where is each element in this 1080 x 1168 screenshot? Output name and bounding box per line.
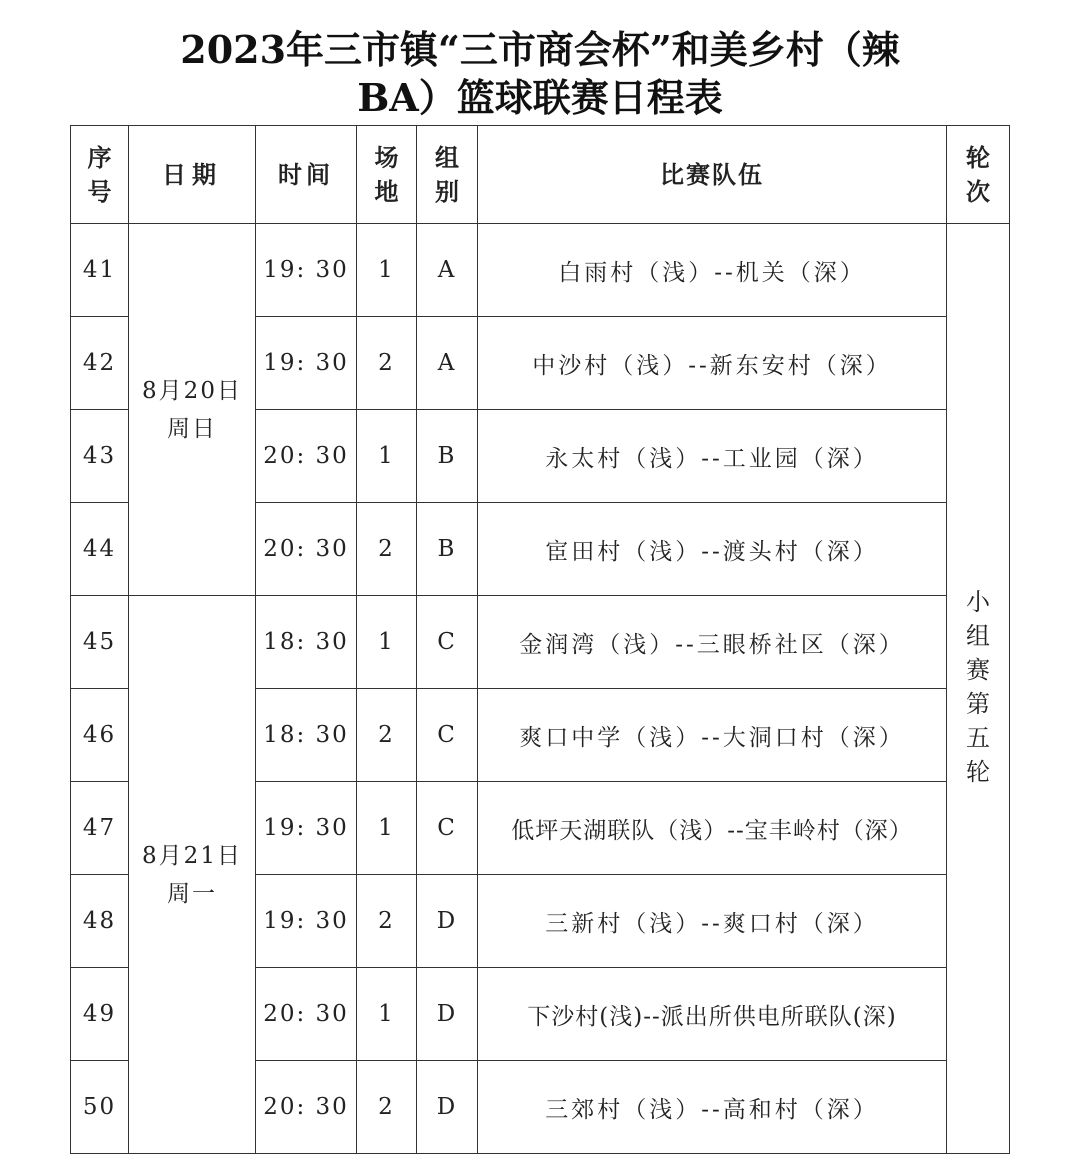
header-time: 时间: [256, 126, 357, 224]
time-cell: 20: 30: [256, 503, 357, 596]
group-cell: C: [417, 689, 478, 782]
seq-cell: 45: [71, 596, 129, 689]
schedule-table: [70, 125, 1010, 1154]
venue-cell: 2: [357, 317, 417, 410]
page-title-line-2: BA）篮球联赛日程表: [357, 75, 723, 120]
teams-cell: 金润湾（浅）--三眼桥社区（深）: [478, 596, 947, 689]
group-cell: A: [417, 224, 478, 317]
seq-cell: 49: [71, 968, 129, 1061]
table-header-row: [71, 126, 1010, 224]
header-seq: 序号: [71, 126, 129, 224]
venue-cell: 1: [357, 782, 417, 875]
weekday-label: 周日: [167, 415, 217, 442]
time-cell: 19: 30: [256, 224, 357, 317]
teams-cell: 爽口中学（浅）--大洞口村（深）: [478, 689, 947, 782]
date-cell-0820: [129, 224, 256, 596]
venue-cell: 2: [357, 503, 417, 596]
weekday-label: 周一: [167, 880, 217, 907]
seq-cell: 43: [71, 410, 129, 503]
seq-cell: 50: [71, 1061, 129, 1154]
time-cell: 20: 30: [256, 410, 357, 503]
date-cell-0821: [129, 596, 256, 1154]
group-cell: B: [417, 503, 478, 596]
time-cell: 19: 30: [256, 782, 357, 875]
date-label: 8月20日: [142, 377, 242, 404]
round-cell: 小组赛第五轮: [947, 224, 1010, 1154]
page-title-line-1: 2023年三市镇“三市商会杯”和美乡村（辣: [180, 27, 900, 72]
seq-cell: 48: [71, 875, 129, 968]
time-cell: 18: 30: [256, 596, 357, 689]
header-venue: 场地: [357, 126, 417, 224]
teams-cell: 低坪天湖联队（浅）--宝丰岭村（深）: [478, 782, 947, 875]
teams-cell: 三郊村（浅）--高和村（深）: [478, 1061, 947, 1154]
group-cell: D: [417, 875, 478, 968]
date-label: 8月21日: [142, 842, 242, 869]
venue-cell: 1: [357, 596, 417, 689]
teams-cell: 宦田村（浅）--渡头村（深）: [478, 503, 947, 596]
time-cell: 19: 30: [256, 875, 357, 968]
venue-cell: 1: [357, 224, 417, 317]
seq-cell: 41: [71, 224, 129, 317]
teams-cell: 三新村（浅）--爽口村（深）: [478, 875, 947, 968]
header-date: 日期: [129, 126, 256, 224]
time-cell: 20: 30: [256, 968, 357, 1061]
table-row: [71, 224, 1010, 317]
time-cell: 18: 30: [256, 689, 357, 782]
group-cell: C: [417, 782, 478, 875]
seq-cell: 47: [71, 782, 129, 875]
group-cell: B: [417, 410, 478, 503]
seq-cell: 42: [71, 317, 129, 410]
teams-cell: 下沙村(浅)--派出所供电所联队(深): [478, 968, 947, 1061]
group-cell: D: [417, 968, 478, 1061]
table-row: [71, 596, 1010, 689]
venue-cell: 2: [357, 1061, 417, 1154]
time-cell: 19: 30: [256, 317, 357, 410]
venue-cell: 1: [357, 968, 417, 1061]
group-cell: C: [417, 596, 478, 689]
seq-cell: 44: [71, 503, 129, 596]
teams-cell: 白雨村（浅）--机关（深）: [478, 224, 947, 317]
time-cell: 20: 30: [256, 1061, 357, 1154]
venue-cell: 2: [357, 875, 417, 968]
header-group: 组别: [417, 126, 478, 224]
group-cell: A: [417, 317, 478, 410]
header-teams: 比赛队伍: [478, 126, 947, 224]
seq-cell: 46: [71, 689, 129, 782]
group-cell: D: [417, 1061, 478, 1154]
teams-cell: 中沙村（浅）--新东安村（深）: [478, 317, 947, 410]
teams-cell: 永太村（浅）--工业园（深）: [478, 410, 947, 503]
venue-cell: 2: [357, 689, 417, 782]
venue-cell: 1: [357, 410, 417, 503]
header-round: 轮次: [947, 126, 1010, 224]
